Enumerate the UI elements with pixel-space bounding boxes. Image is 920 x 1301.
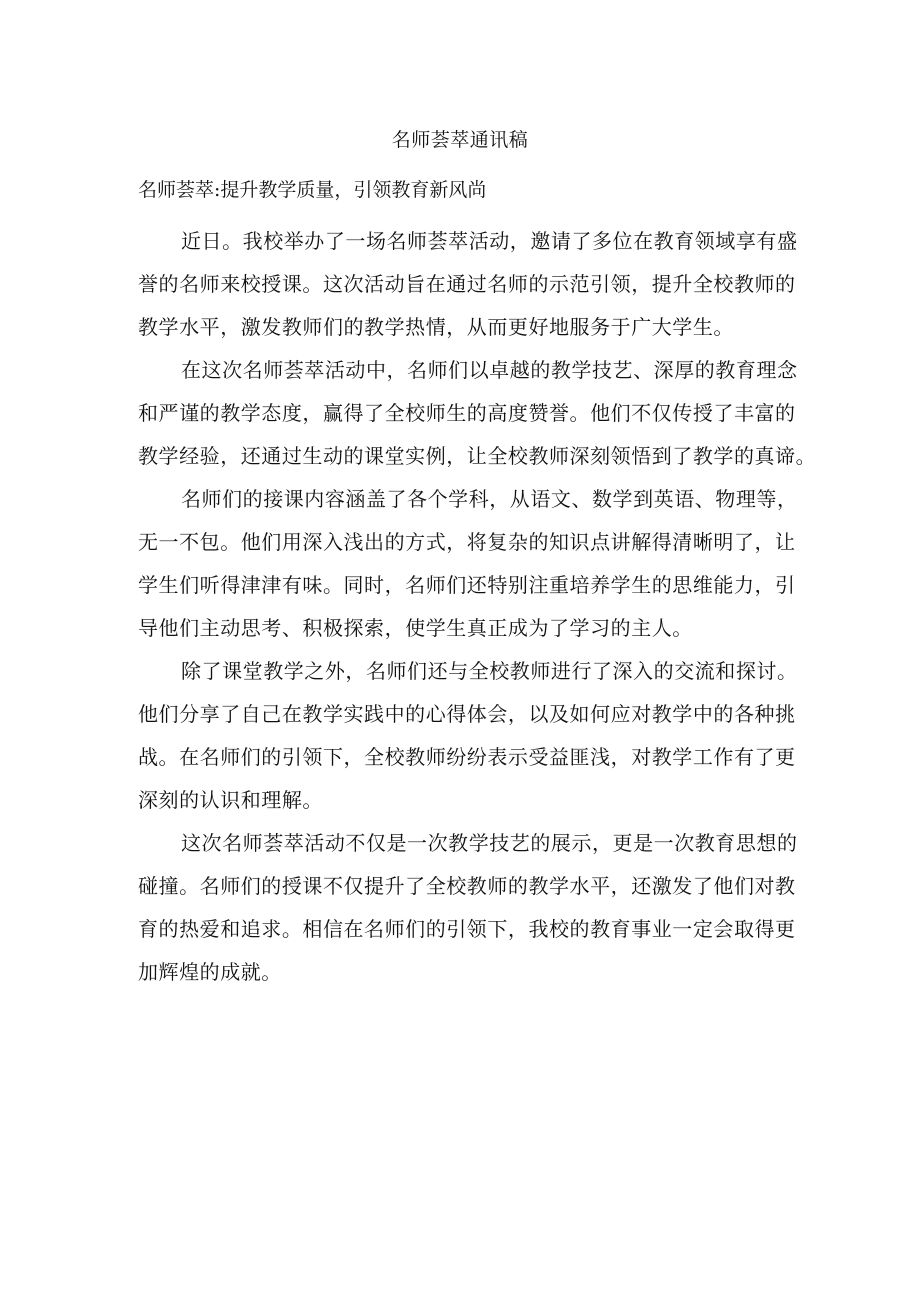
paragraph-line: 他们分享了自己在教学实践中的心得体会，以及如何应对教学中的各种挑 — [138, 702, 796, 726]
paragraph-line: 名师们的接课内容涵盖了各个学科，从语文、数学到英语、物理等， — [181, 487, 798, 511]
paragraph-line: 无一不包。他们用深入浅出的方式，将复杂的知识点讲解得清晰明了，让 — [138, 530, 796, 554]
paragraph-line: 在这次名师荟萃活动中，名师们以卓越的教学技艺、深厚的教育理念 — [181, 358, 798, 382]
paragraph-line: 除了课堂教学之外，名师们还与全校教师进行了深入的交流和探讨。 — [181, 659, 798, 683]
paragraph-line: 教学水平，激发教师们的教学热情，从而更好地服务于广大学生。 — [138, 315, 734, 339]
paragraph-line: 加辉煌的成就。 — [138, 960, 282, 984]
paragraph-line: 导他们主动思考、积极探索，使学生真正成为了学习的主人。 — [138, 616, 693, 640]
paragraph-line: 育的热爱和追求。相信在名师们的引领下，我校的教育事业一定会取得更 — [138, 917, 796, 941]
paragraph-line: 深刻的认识和理解。 — [138, 788, 323, 812]
paragraph-line: 学生们听得津津有味。同时，名师们还特别注重培养学生的思维能力，引 — [138, 573, 796, 597]
document-subtitle: 名师荟萃:提升教学质量，引领教育新风尚 — [138, 179, 487, 201]
paragraph-4 — [138, 650, 798, 822]
paragraph-2 — [138, 349, 817, 478]
document-title: 名师荟萃通讯稿 — [391, 129, 529, 151]
paragraph-line: 碰撞。名师们的授课不仅提升了全校教师的教学水平，还激发了他们对教 — [138, 874, 796, 898]
paragraph-1 — [138, 220, 798, 349]
paragraph-line: 这次名师荟萃活动不仅是一次教学技艺的展示，更是一次教育思想的 — [181, 831, 798, 855]
paragraph-line: 战。在名师们的引领下，全校教师纷纷表示受益匪浅，对教学工作有了更 — [138, 745, 796, 769]
paragraph-line: 教学经验，还通过生动的课堂实例，让全校教师深刻领悟到了教学的真谛。 — [138, 444, 817, 468]
paragraph-5 — [138, 822, 798, 994]
document-body — [138, 220, 817, 994]
paragraph-3 — [138, 478, 798, 650]
paragraph-line: 和严谨的教学态度，赢得了全校师生的高度赞誉。他们不仅传授了丰富的 — [138, 401, 796, 425]
paragraph-line: 誉的名师来校授课。这次活动旨在通过名师的示范引领，提升全校教师的 — [138, 272, 796, 296]
paragraph-line: 近日。我校举办了一场名师荟萃活动，邀请了多位在教育领域享有盛 — [181, 229, 798, 253]
